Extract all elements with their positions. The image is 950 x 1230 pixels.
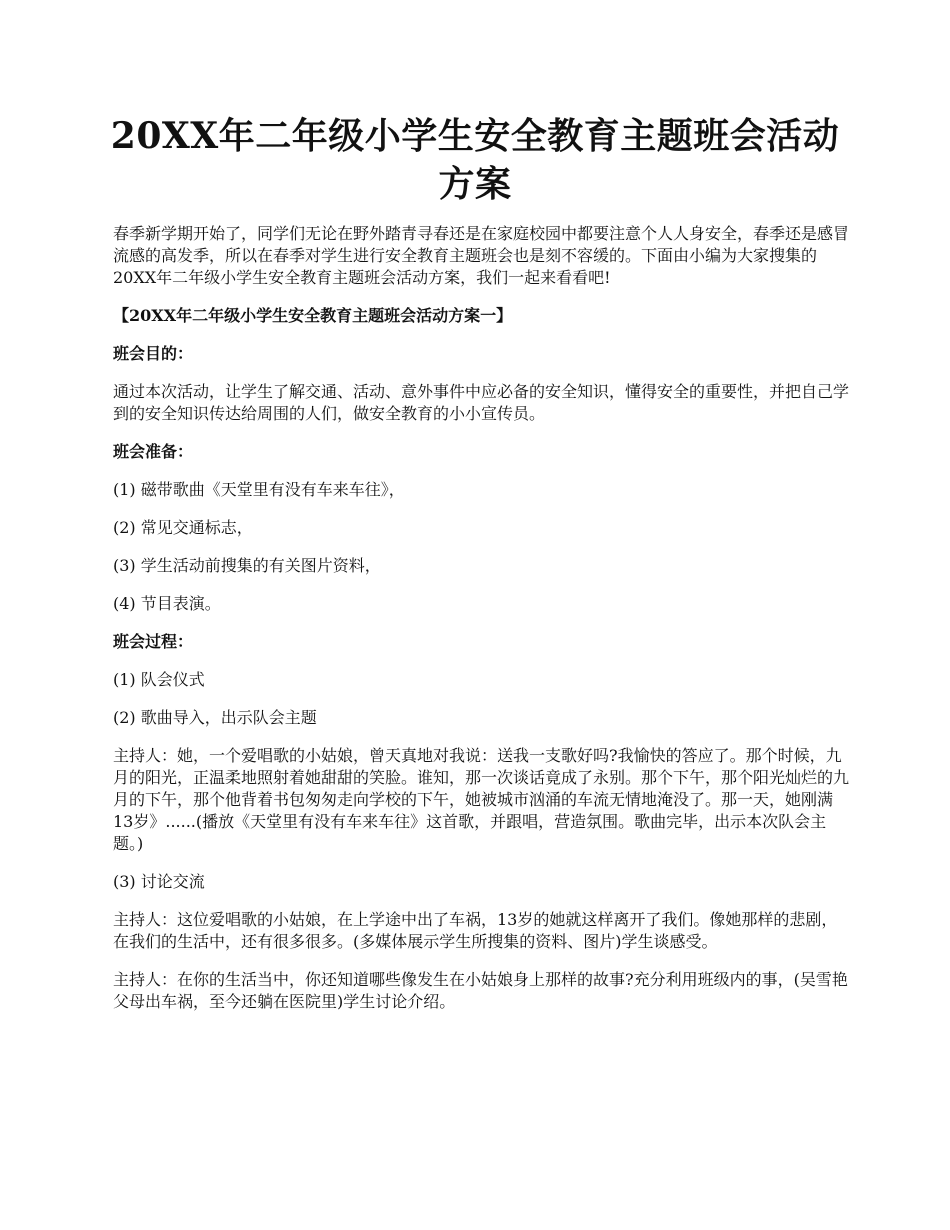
host-paragraph: 主持人：她，一个爱唱歌的小姑娘，曾天真地对我说：送我一支歌好吗?我愉快的答应了。那个时候，九月的阳光，正温柔地照射着她甜甜的笑脸。谁知，那一次谈话竟成了永别。那个下午，那个阳光灿烂的九月的下午，那个他背着书包匆匆走向学校的下午，她被城市汹涌的车流无情地淹没了。那一天，她刚满13岁》......(播放《天堂里有没有车来车往》这首歌，并跟唱，营造氛围。歌曲完毕，出示本次队会主题。) [113, 746, 850, 853]
process-item: (1) 队会仪式 [113, 670, 205, 689]
process-item: (3) 讨论交流 [113, 872, 205, 891]
purpose-paragraph: 通过本次活动，让学生了解交通、活动、意外事件中应必备的安全知识，懂得安全的重要性，并把自己学到的安全知识传达给周围的人们，做安全教育的小小宣传员。 [113, 382, 850, 423]
document-title: 20XX年二年级小学生安全教育主题班会活动方案 [110, 115, 840, 205]
section-title: 【20XX年二年级小学生安全教育主题班会活动方案一】 [113, 306, 513, 325]
preparation-heading: 班会准备： [113, 442, 194, 461]
intro-paragraph: 春季新学期开始了，同学们无论在野外踏青寻春还是在家庭校园中都要注意个人人身安全，春季还是感冒流感的高发季，所以在春季对学生进行安全教育主题班会也是刻不容缓的。下面由小编为大家搜集的20XX年二年级小学生安全教育主题班会活动方案，我们一起来看看吧! [113, 224, 850, 287]
document-body [113, 223, 853, 1029]
process-item: (2) 歌曲导入，出示队会主题 [113, 708, 317, 727]
preparation-item: (3) 学生活动前搜集的有关图片资料， [113, 556, 381, 575]
preparation-item: (1) 磁带歌曲《天堂里有没有车来车往》， [113, 480, 405, 499]
preparation-item: (4) 节目表演。 [113, 594, 221, 613]
purpose-heading: 班会目的： [113, 344, 194, 363]
host-paragraph: 主持人：这位爱唱歌的小姑娘，在上学途中出了车祸，13岁的她就这样离开了我们。像她那样的悲剧，在我们的生活中，还有很多很多。(多媒体展示学生所搜集的资料、图片)学生谈感受。 [113, 910, 838, 951]
host-paragraph: 主持人：在你的生活当中，你还知道哪些像发生在小姑娘身上那样的故事?充分利用班级内的事，(吴雪艳父母出车祸，至今还躺在医院里)学生讨论介绍。 [113, 970, 848, 1011]
preparation-item: (2) 常见交通标志， [113, 518, 253, 537]
process-heading: 班会过程： [113, 632, 194, 651]
